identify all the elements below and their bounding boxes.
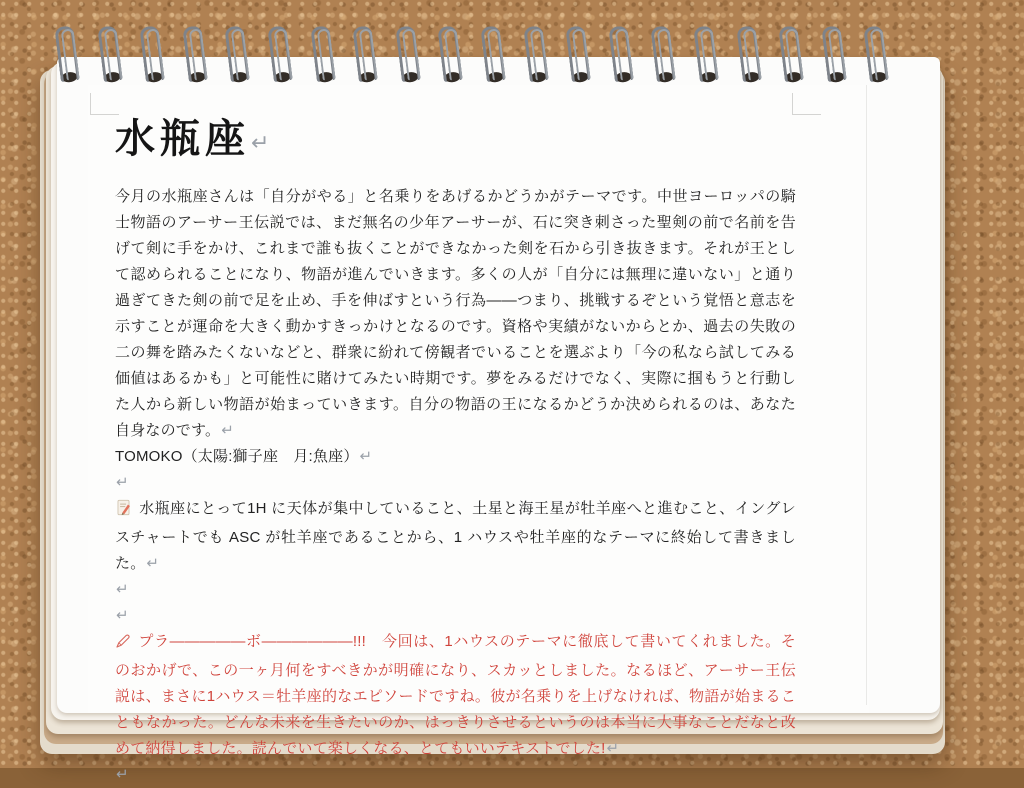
- page-title: [115, 115, 796, 167]
- binder-ring: [394, 25, 423, 89]
- binder-ring: [522, 25, 551, 89]
- comment-text: プラ―――――ボ――――――!!! 今回は、1ハウスのテーマに徹底して書いてくれました。そのおかげで、この一ヶ月何をすべきかが明確になり、スカッとしました。なるほど、アーサー王伝説は、まさに1ハウス＝牡羊座的なエピソードですね。彼が名乗りを上げなければ、物語が始まることもなかった。どんな未来を生きたいのか、はっきりさせるというのは本当に大事なことだなと改めて納得しました。読んでいて楽しくなる、とてもいいテキストでした!: [115, 633, 796, 757]
- binder-ring: [735, 25, 764, 89]
- author-line: [115, 444, 796, 470]
- blank-line: [115, 470, 796, 496]
- document-text-column: [115, 115, 796, 788]
- memo-paragraph: [115, 496, 796, 577]
- binder-ring: [820, 25, 849, 89]
- memo-icon: [115, 499, 132, 525]
- binder-ring: [266, 25, 295, 89]
- return-mark: ↵: [359, 448, 373, 465]
- blank-line: [115, 577, 796, 603]
- return-mark: ↵: [606, 740, 620, 757]
- return-mark: ↵: [116, 581, 129, 598]
- binder-ring: [96, 25, 125, 89]
- spiral-binding: [0, 0, 1024, 100]
- binder-ring: [650, 25, 679, 89]
- binder-ring: [437, 25, 466, 89]
- binder-ring: [692, 25, 721, 89]
- binder-ring: [777, 25, 806, 89]
- return-mark: ↵: [116, 607, 129, 624]
- binder-ring: [224, 25, 253, 89]
- binder-ring: [863, 25, 892, 89]
- binder-ring: [181, 25, 210, 89]
- comment-paragraph: [115, 629, 796, 762]
- return-mark: ↵: [221, 422, 234, 439]
- blank-line: [115, 762, 796, 788]
- blank-line: [115, 603, 796, 629]
- pen-icon: [115, 632, 131, 658]
- document-screenshot: [88, 85, 869, 783]
- binder-ring: [53, 25, 82, 89]
- return-mark: ↵: [251, 130, 270, 155]
- horoscope-paragraph: [115, 184, 796, 444]
- return-mark: ↵: [116, 766, 129, 783]
- notebook-page: [57, 57, 940, 783]
- binder-ring: [607, 25, 636, 89]
- binder-ring: [351, 25, 380, 89]
- binder-ring: [138, 25, 167, 89]
- memo-text: 水瓶座にとって1H に天体が集中していること、土星と海王星が牡羊座へと進むこと、イングレスチャートでも ASC が牡羊座であることから、1 ハウスや牡羊座的なテーマに終始して書きました。: [115, 500, 796, 572]
- return-mark: ↵: [116, 474, 129, 491]
- horoscope-text: 今月の水瓶座さんは「自分がやる」と名乗りをあげるかどうかがテーマです。中世ヨーロッパの騎士物語のアーサー王伝説では、まだ無名の少年アーサーが、石に突き刺さった聖剣の前で名前を告げて剣に手をかけ、これまで誰も抜くことができなかった剣を石から引き抜きます。それが王として認められることになり、物語が進んでいきます。多くの人が「自分には無理に違いない」と通り過ぎてきた剣の前で足を止め、手を伸ばすという行為――つまり、挑戦するぞという覚悟と意志を示すことが運命を大きく動かすきっかけとなるのです。資格や実績がないからとか、過去の失敗の二の舞を踏みたくないなどと、群衆に紛れて傍観者でいることを選ぶより「今の私なら試してみる価値はあるかも」と可能性に賭けてみたい時期です。夢をみるだけでなく、実際に掴もうと行動した人から新しい物語が始まっていきます。自分の物語の王になるかどうか決められるのは、あなた自身なのです。: [115, 188, 796, 439]
- title-text: 水瓶座: [115, 117, 250, 161]
- author-text: TOMOKO（太陽:獅子座 月:魚座）: [115, 448, 359, 465]
- binder-ring: [479, 25, 508, 89]
- return-mark: ↵: [146, 555, 159, 572]
- binder-ring: [309, 25, 338, 89]
- binder-ring: [564, 25, 593, 89]
- document-right-edge: [866, 85, 867, 705]
